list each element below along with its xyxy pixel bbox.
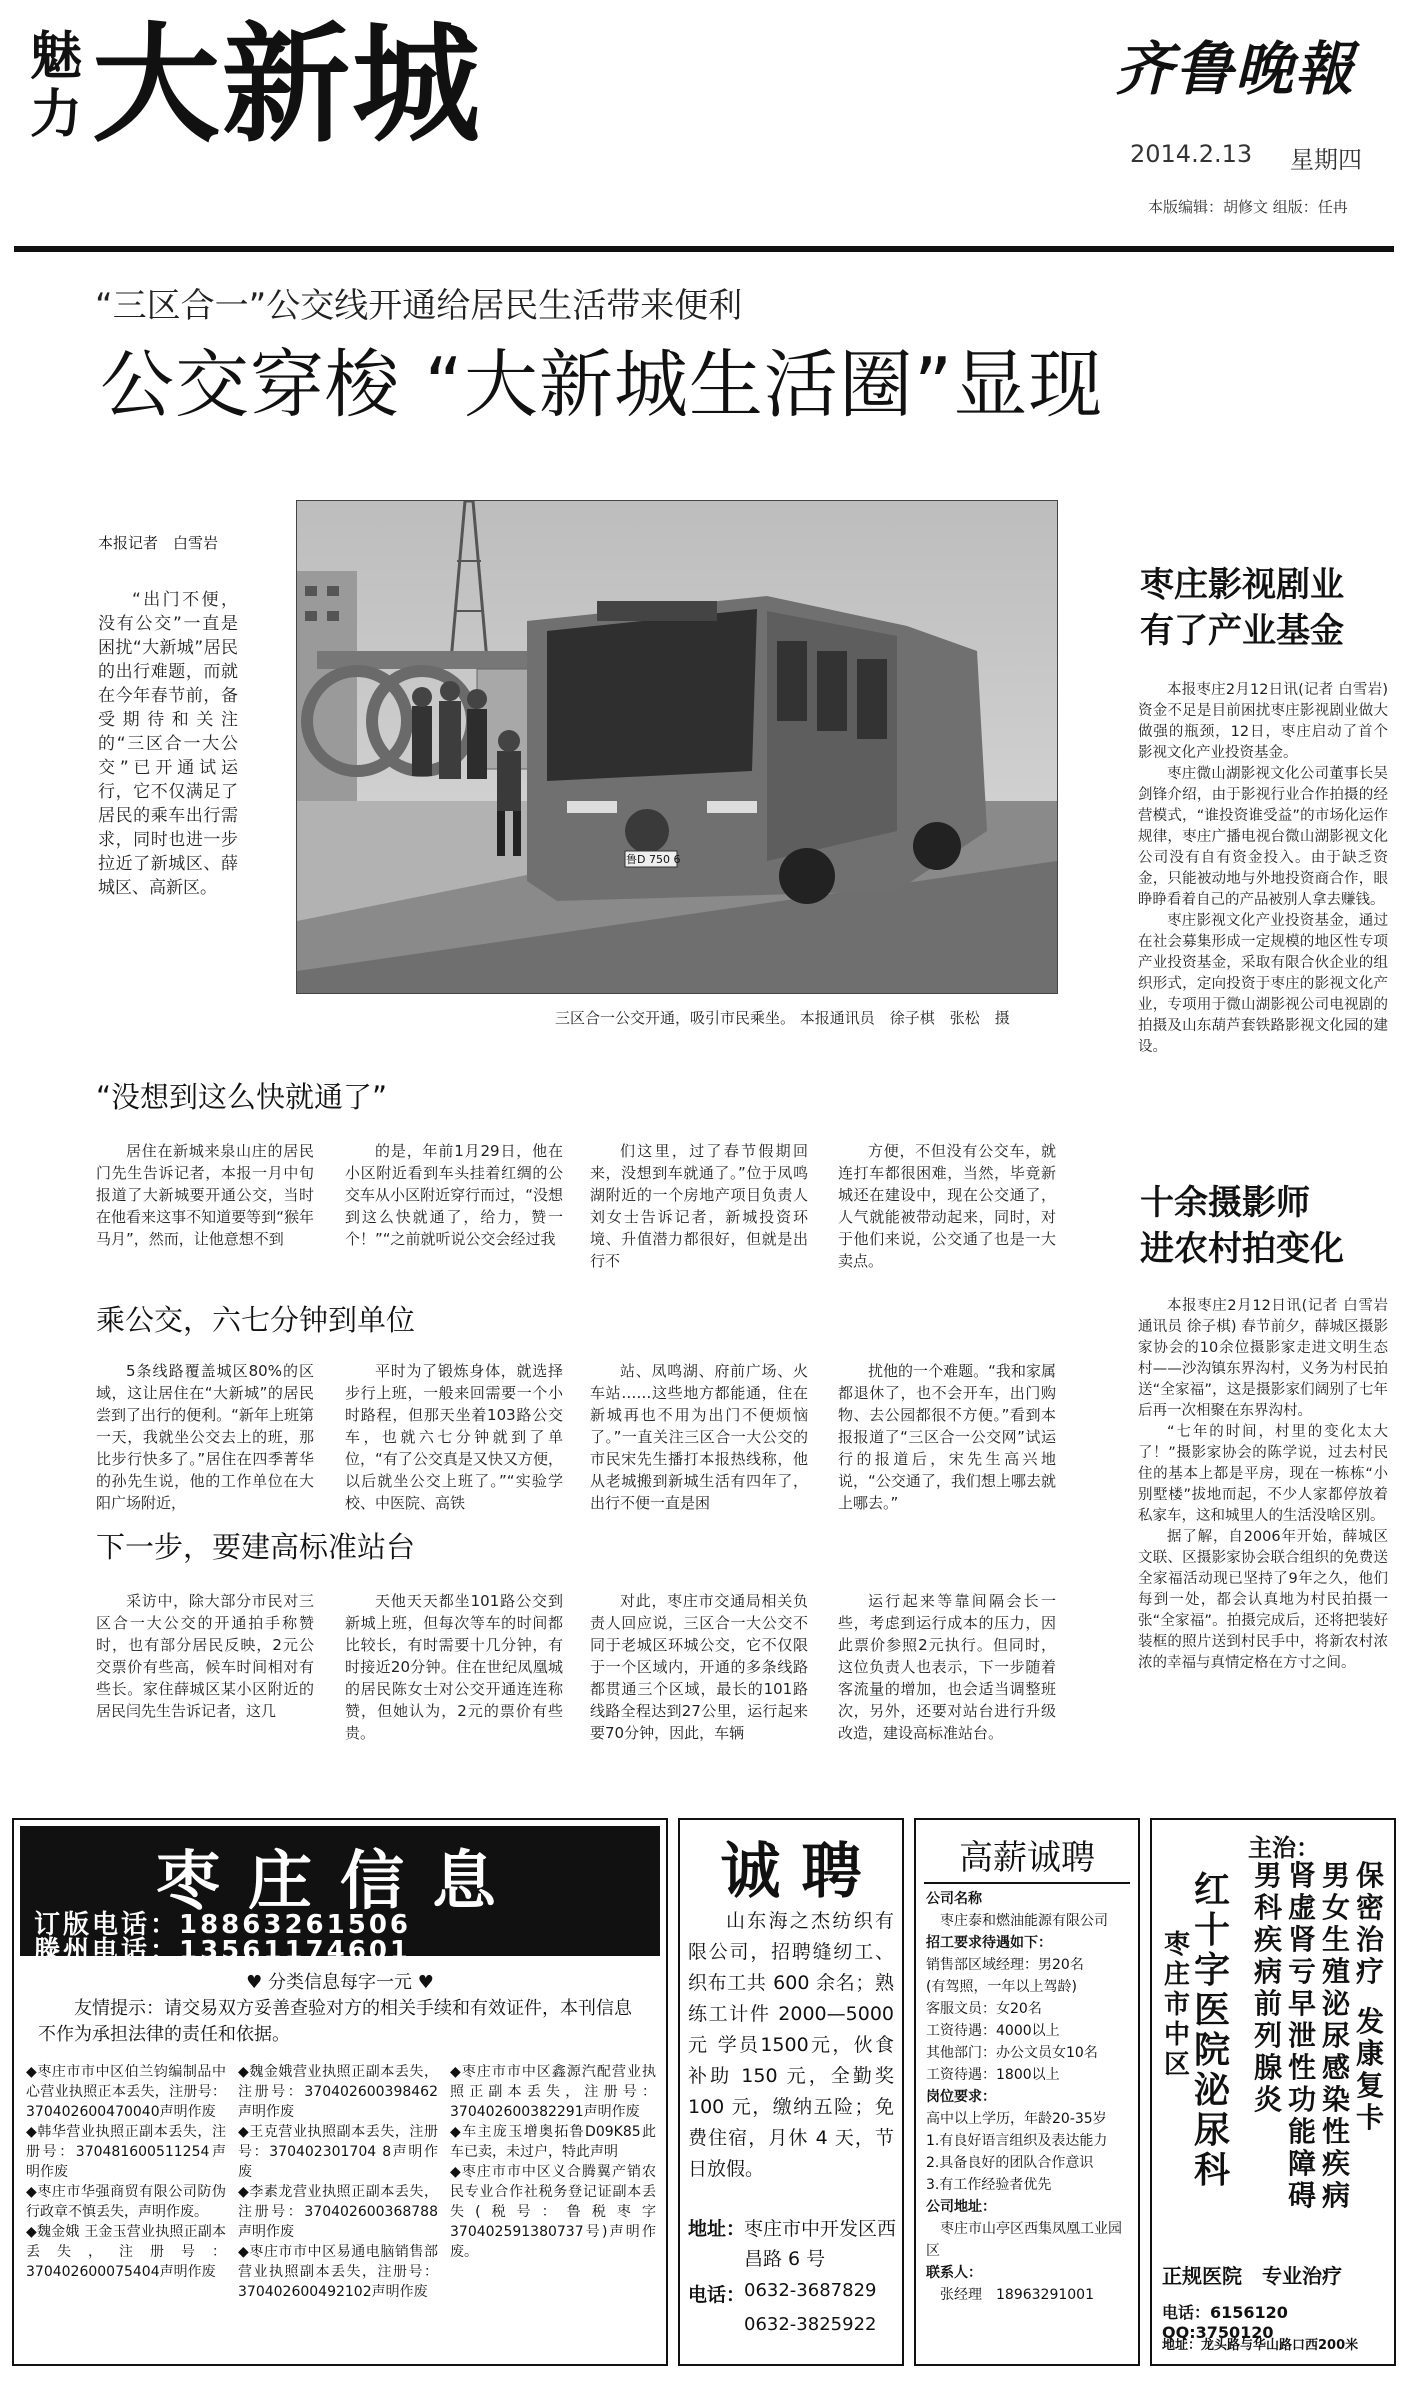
ad-classifieds [12,1818,668,2366]
byline: 本报记者 白雪岩 [98,534,219,552]
section-label-big: 大新城 [92,10,483,160]
hospital-col4: 肾虚肾亏 早泄 性功能障碍 [1288,1859,1317,2212]
high-salary-line: 枣庄市山亭区西集凤凰工业园区 [926,2221,1122,2259]
recruit-address: 枣庄市中开发区西昌路 6 号 [744,2218,897,2270]
high-salary-line: 销售部区域经理：男20名 [926,1957,1084,1973]
high-salary-line: 岗位要求： [926,2089,996,2105]
classified-item: ◆枣庄市市中区义合腾翼产销农民专业合作社税务登记证副本丢失(税号：鲁税枣字370402591380737号)声明作废。 [450,2164,656,2260]
section2-col1: 5条线路覆盖城区80%的区域，这让居住在“大新城”的居民尝到了出行的便利。“新年上班第一天，我就坐公交去上的班，那比步行快多了。”居住在四季菁华的孙先生说，他的工作单位在大阳广场附近， [96,1362,314,1512]
section3-col2: 天他天天都坐101路公交到新城上班，但每次等车的时间都比较长，有时需要十几分钟，有时接近20分钟。住在世纪凤凰城的居民陈女士对公交开通连连称赞，但她认为，2元的票价有些贵。 [345,1592,563,1742]
hospital-name: 红十字医院泌尿科 [1194,1869,1231,2191]
section3-col3: 对此，枣庄市交通局相关负责人回应说，三区合一大公交不同于老城区环城公交，它不仅限于一个区域内，开通的多条线路都贯通三个区域，最长的101路线路全程达到27公里，运行起来要70分钟，因此，车辆 [590,1592,808,1742]
classified-item: ◆枣庄市市中区易通电脑销售部营业执照副本丢失，注册号：370402600492102声明作废 [238,2244,438,2300]
section2-col4: 扰他的一个难题。“我和家属都退休了，也不会开车，出门购物、去公园都很不方便。”看到本报报道了“三区合一公交网”试运行的报道后，宋先生高兴地说，“公交通了，我们想上哪去就上哪去。” [838,1362,1056,1512]
section2-title: 乘公交，六七分钟到单位 [96,1303,416,1337]
section1-col4: 方便，不但没有公交车，就连打车都很困难，当然，毕竟新城还在建设中，现在公交通了，人气就能被带动起来，同时，对于他们来说，公交通了也是一大卖点。 [838,1142,1056,1270]
high-salary-line: 其他部门：办公文员女10名 [926,2045,1098,2061]
issue-weekday: 星期四 [1290,146,1362,174]
section-label-small: 魅 力 [30,26,83,145]
recruit-tel1: 0632-3687829 [744,2280,877,2301]
section1-title: “没想到这么快就通了” [96,1080,388,1114]
classifieds-col3 [450,2062,656,2262]
section3-title: 下一步，要建高标准站台 [96,1530,416,1564]
photo-caption: 三区合一公交开通，吸引市民乘坐。 本报通讯员 徐子棋 张松 摄 [555,1009,1010,1027]
recruit-body: 山东海之杰纺织有限公司，招聘缝纫工、织布工共 600 余名；熟练工计件 2000—5000元 学员1500元，伙食补助 150 元，全勤奖 100 元，缴纳五险；免费住宿，月休 4 天，节日放假。 [688,1910,894,2180]
section1-col1: 居住在新城来泉山庄的居民门先生告诉记者，本报一月中旬报道了大新城要开通公交，当时在他看来这事不知道要等到“猴年马月”，然而，让他意想不到 [96,1142,314,1248]
section3-col1: 采访中，除大部分市民对三区合一大公交的开通拍手称赞时，也有部分居民反映，2元公交票价有些高，候车时间相对有些长。家住薛城区某小区附近的居民闫先生告诉记者，这几 [96,1592,314,1720]
recruit-tel-label: 电话： [688,2284,746,2306]
high-salary-divider [924,1882,1130,1884]
side-story1-body: 本报枣庄2月12日讯(记者 白雪岩) 资金不足是目前困扰枣庄影视剧业做大做强的瓶颈，12日，枣庄启动了首个影视文化产业投资基金。 枣庄微山湖影视文化公司董事长吴剑锋介绍，由于影视行业合作拍摄的经营模式，“谁投资谁受益”的市场化运作规律，枣庄广播电视台微山湖影视文化公司没有自有资金投入。由于缺乏资金，只能被动地与外地投资商合作，眼睁睁看着自己的产品被别人拿去赚钱。 枣庄影视文化产业投资基金，通过在社会募集形成一定规模的地区性专项产业投资基金，采取有限合伙企业的组织形式，定向投资于枣庄的影视文化产业，专项用于微山湖影视公司电视剧的拍摄及山东葫芦套铁路影视文化园的建设。 [1138,682,1388,1055]
classifieds-col2 [238,2062,438,2302]
hospital-col1: 保密治疗 [1356,1859,1385,1988]
kicker: “三区合一”公交线开通给居民生活带来便利 [95,286,743,326]
high-salary-line: 工资待遇：4000以上 [926,2023,1060,2039]
classifieds-notice: 友情提示：请交易双方妥善查验对方的相关手续和有效证件，本刊信息不作为承担法律的责任和依据。 [38,1998,632,2045]
classifieds-banner [20,1826,660,1966]
classifieds-col1 [26,2062,226,2282]
high-salary-line: 工资待遇：1800以上 [926,2067,1060,2083]
lead-paragraph: “出门不便，没有公交”一直是困扰“大新城”居民的出行难题，而就在今年春节前，备受期待和关注的“三区合一大公交”已开通试运行，它不仅满足了居民的乘车出行需求，同时也进一步拉近了新城区、薛城区、高新区。 [98,590,238,898]
classifieds-phone2: 滕州电话：13561174601 [34,1936,411,1966]
side-story1-headline: 枣庄影视剧业 有了产业基金 [1140,565,1344,651]
recruit-tel2: 0632-3825922 [744,2314,877,2335]
section2-col2: 平时为了锻炼身体，就选择步行上班，一般来回需要一个小时路程，但那天坐着103路公交车，也就六七分钟就到了单位，“有了公交真是又快又方便，以后就坐公交上班了。”“实验学校、中医院、高铁 [345,1362,563,1512]
main-headline: 公交穿梭 “大新城生活圈”显现 [100,342,1104,428]
hospital-address: 地址：龙头路与华山路口西200米 [1162,2338,1359,2353]
high-salary-line: 公司名称 [926,1891,982,1907]
classified-item: ◆车主庞玉增奥拓鲁D09K85此车已卖，未过户，特此声明 [450,2124,656,2160]
classified-item: ◆枣庄市华强商贸有限公司防伪行政章不慎丢失，声明作废。 [26,2184,226,2220]
news-photo [296,500,1058,994]
hospital-tel: 电话：6156120 QQ:3750120 [1162,2303,1288,2342]
high-salary-line: 2.具备良好的团队合作意识 [926,2155,1094,2171]
high-salary-lines [926,1888,1132,2306]
classified-item: ◆韩华营业执照正副本丢失，注册号：370481600511254声明作废 [26,2124,226,2180]
high-salary-line: 公司地址： [926,2199,996,2215]
editors-line: 本版编辑：胡修文 组版：任冉 [1148,198,1348,216]
hospital-col2: 男女生殖泌尿感染性疾病 [1322,1859,1351,2212]
classified-item: ◆枣庄市市中区伯兰钧编制品中心营业执照正本丢失，注册号：370402600470040声明作废 [26,2064,226,2120]
classifieds-phone1: 订版电话：18863261506 [34,1910,411,1940]
section1-col2: 的是，年前1月29日，他在小区附近看到车头挂着红绸的公交车从小区附近穿行而过，“没想到这么快就通了，给力，赞一个！”“之前就听说公交会经过我 [345,1142,563,1248]
bus-photo-illustration [297,501,1057,993]
classified-item: ◆王克营业执照副本丢失，注册号：370402301704 8声明作废 [238,2124,438,2180]
ad-recruit [678,1818,904,2366]
hospital-col3: 发康复卡 [1356,2005,1385,2134]
classifieds-price: ♥ 分类信息每字一元 ♥ [246,1972,434,1993]
classified-item: ◆李素龙营业执照正副本丢失，注册号：370402600368788声明作废 [238,2184,438,2240]
high-salary-line: 枣庄泰和燃油能源有限公司 [940,1913,1108,1929]
high-salary-line: (有驾照，一年以上驾龄) [926,1979,1077,1995]
side-story2-headline: 十余摄影师 进农村拍变化 [1140,1183,1344,1269]
classified-item: ◆魏金娥 王金玉营业执照正副本丢失，注册号：370402600075404声明作废 [26,2224,226,2280]
classifieds-title: 枣庄信息 [156,1844,524,1919]
high-salary-line: 张经理 18963291001 [940,2287,1094,2303]
issue-date: 2014.2.13 [1130,140,1253,168]
hospital-slogan: 正规医院 专业治疗 [1162,2264,1342,2288]
high-salary-line: 联系人： [926,2265,982,2281]
masthead-rule [14,246,1394,252]
high-salary-line: 高中以上学历，年龄20-35岁 [926,2111,1107,2127]
hospital-area: 枣庄市中区 [1164,1930,1191,2080]
section2-col3: 站、凤鸣湖、府前广场、火车站……这些地方都能通，住在新城再也不用为出门不便烦恼了。”一直关注三区合一大公交的市民宋先生播打本报热线称，他从老城搬到新城生活有四年了，出行不便一直是困 [590,1362,808,1512]
newspaper-logo: 齐鲁晚報 [1115,35,1356,103]
high-salary-line: 招工要求待遇如下： [926,1935,1052,1951]
high-salary-line: 客服文员：女20名 [926,2001,1042,2017]
high-salary-line: 3.有工作经验者优先 [926,2177,1052,2193]
recruit-address-label: 地址： [688,2218,746,2240]
bus-plate: 鲁D 750 6 [626,853,681,866]
classified-item: ◆魏金娥营业执照正副本丢失，注册号：370402600398462声明作废 [238,2064,438,2120]
hospital-zhuzhi: 主治： [1248,1834,1320,1862]
ad-high-salary [914,1818,1140,2366]
section1-col3: 们这里，过了春节假期回来，没想到车就通了。”位于凤鸣湖附近的一个房地产项目负责人刘女士告诉记者，新城投资环境、升值潜力都很好，但就是出行不 [590,1142,808,1270]
hospital-col5: 男科疾病 前列腺炎 [1254,1859,1283,2116]
ad-hospital [1150,1818,1396,2366]
recruit-title: 诚 聘 [720,1837,862,1907]
high-salary-title: 高薪诚聘 [959,1838,1095,1878]
high-salary-line: 1.有良好语言组织及表达能力 [926,2133,1108,2149]
classified-item: ◆枣庄市市中区鑫源汽配营业执照正副本丢失，注册号：370402600382291声明作废 [450,2064,656,2120]
side-story2-body: 本报枣庄2月12日讯(记者 白雪岩 通讯员 徐子棋) 春节前夕，薛城区摄影家协会的10余位摄影家走进文明生态村——沙沟镇东界沟村，义务为村民拍送“全家福”，这是摄影家们阔别了七年后再一次相聚在东界沟村。 “七年的时间，村里的变化太大了！”摄影家协会的陈学说，过去村民住的基本上都是平房，现在一栋栋“小别墅楼”拔地而起，不少人家都停放着私家车，这和城里人的生活没啥区别。 据了解，自2006年开始，薛城区文联、区摄影家协会联合组织的免费送全家福活动现已坚持了9年之久，他们每到一处，都会认真地为村民拍摄一张“全家福”。拍摄完成后，还将把装好装框的照片送到村民手中，将新农村浓浓的幸福与真情定格在方寸之间。 [1138,1298,1388,1671]
section3-col4: 运行起来等靠间隔会长一些，考虑到运行成本的压力，因此票价参照2元执行。但同时，这位负责人也表示，下一步随着客流量的增加，也会适当调整班次，另外，还要对站台进行升级改造，建设高标准站台。 [838,1592,1056,1742]
